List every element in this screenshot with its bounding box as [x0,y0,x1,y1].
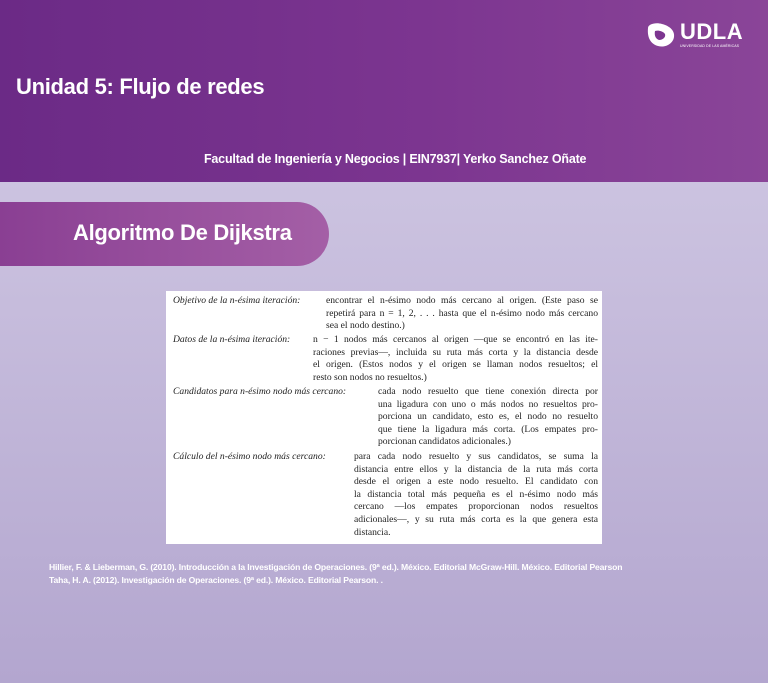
definition-line: desde el origen a este nodo resuelto. El candidato con [354,476,598,488]
definition-line: el origen. (Estos nodos y el origen se llaman nodos resueltos; el [313,359,598,371]
definition-line: cercano —los empates proporcionan nodos resueltos [354,501,598,513]
definition-line: porciona un candidato, esto es, el nodo no resuelto [378,411,598,423]
udla-logo [646,19,744,52]
definition-line: n − 1 nodos más cercanos al origen —que se encontró en las ite- [313,334,598,345]
definition-line: repetirá para n = 1, 2, . . . hasta que el n-ésimo nodo más cercano [326,307,598,319]
reference-hillier: Hillier, F. & Lieberman, G. (2010). Introducción a la Investigación de Operaciones. (9ª ed.). México. Editorial McGraw-Hill. México. Editorial Pearson [49,562,623,572]
section-title: Algoritmo De Dijkstra [73,220,292,245]
logo-text: UDLA [680,19,744,44]
definition-term: Cálculo del n-ésimo nodo más cercano: [173,451,326,462]
definition-term: Candidatos para n-ésimo nodo más cercano: [173,386,347,397]
header-banner [0,0,768,182]
definition-line: cada nodo resuelto que tiene conexión directa por [378,386,598,397]
definition-line: una ligadura con uno o más nodos no resueltos pro- [378,398,598,410]
definition-line: sea el nodo destino.) [326,320,405,332]
definition-term: Objetivo de la n-ésima iteración: [173,295,301,306]
definition-line: la distancia total más pequeña es el n-ésimo nodo más [354,488,598,500]
udla-logo-icon [646,22,676,48]
definition-calculation [173,451,598,541]
definition-line: distancia. [354,526,391,538]
definition-description [326,295,598,333]
algorithm-definition-box [166,291,602,544]
definition-description [378,386,598,449]
unit-title: Unidad 5: Flujo de redes [16,74,265,99]
definition-line: distancia entre ellos y la distancia de la ruta más corta [354,463,598,475]
course-subtitle: Facultad de Ingeniería y Negocios | EIN7937| Yerko Sanchez Oñate [204,152,587,166]
definition-line: adicionales—, y su ruta más corta es la que genera esta [354,513,598,525]
definition-line: raciones previas—, incluida su ruta más corta y la distancia desde [313,346,598,358]
definition-candidates [173,386,598,450]
reference-taha: Taha, H. A. (2012). Investigación de Operaciones. (9ª ed.). México. Editorial Pearson. . [49,575,383,585]
definition-line: resto son nodos no resueltos.) [313,371,427,383]
section-pill [0,202,329,266]
definition-line: para cada nodo resuelto y sus candidatos, se suma la [354,451,598,462]
definition-line: porcionan candidatos adicionales.) [378,436,511,448]
definition-description [313,334,598,384]
definition-data [173,334,598,385]
logo-subtext: UNIVERSIDAD DE LAS AMÉRICAS [680,44,740,48]
definition-term: Datos de la n-ésima iteración: [173,334,291,345]
definition-line: encontrar el n-ésimo nodo más cercano al origen. (Este paso se [326,295,598,306]
definition-description [354,451,598,539]
definition-objective [173,295,598,333]
definition-line: que tiene la ligadura más corta. (Los empates pro- [378,423,598,435]
